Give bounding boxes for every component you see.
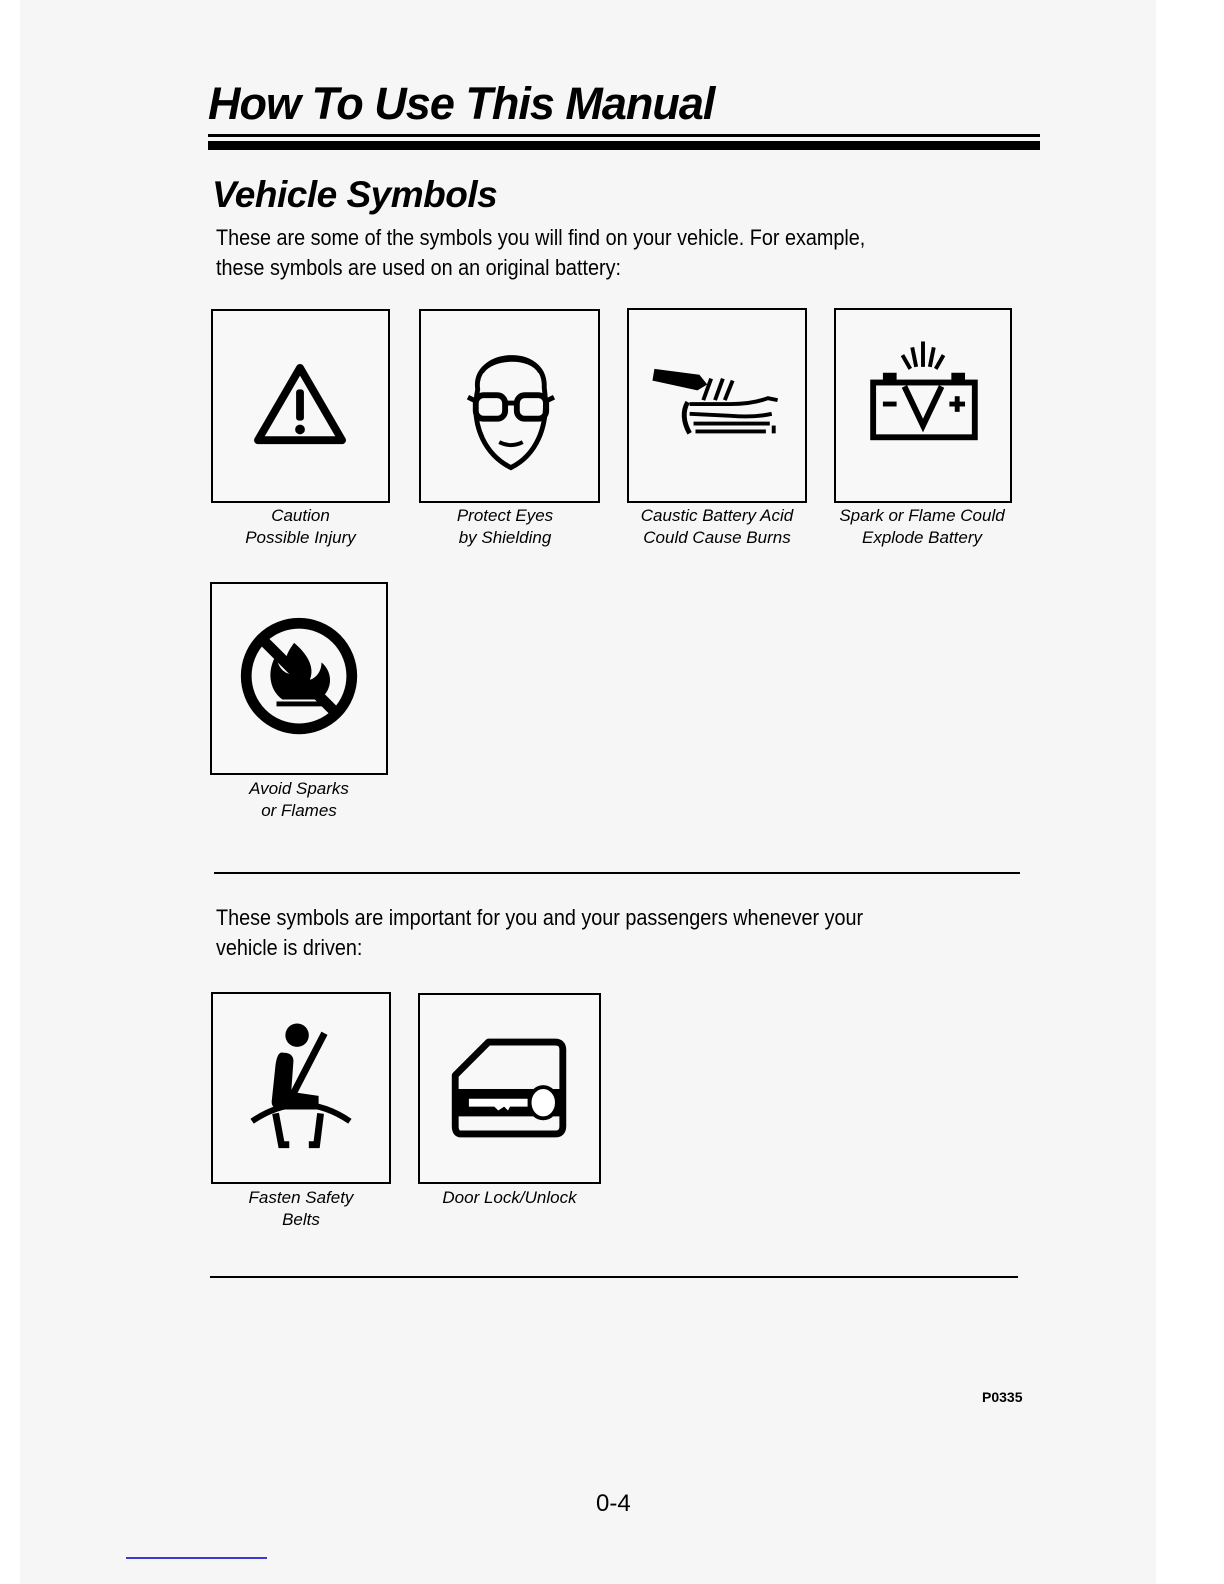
caption-no-flame-line-2: or Flames: [261, 801, 337, 820]
caption-protect-eyes-line-2: by Shielding: [458, 528, 552, 547]
caption-caution: [211, 505, 390, 549]
driving-intro-line-1: These symbols are important for you and your passengers whenever your: [216, 905, 864, 930]
caption-caustic-acid: [620, 505, 814, 549]
footer-link-rule: [126, 1557, 267, 1559]
section-divider-2: [210, 1276, 1018, 1278]
symbol-box-battery-explosion: [834, 308, 1012, 503]
caption-protect-eyes: [419, 505, 591, 549]
symbol-box-caustic-acid: [627, 308, 807, 503]
caption-caution-line-1: Caution: [271, 506, 330, 525]
caption-door-lock-line-1: Door Lock/Unlock: [442, 1188, 577, 1207]
battery-intro: [216, 223, 865, 283]
section-title: Vehicle Symbols: [212, 174, 498, 215]
caption-no-flame: [210, 778, 388, 822]
driving-intro: [216, 903, 863, 963]
seat-belt-icon: [213, 994, 389, 1182]
battery-explosion-icon: [836, 310, 1010, 501]
caption-seat-belt-line-2: Belts: [282, 1210, 320, 1229]
warning-triangle-icon: [213, 311, 388, 501]
caption-battery-explosion: [826, 505, 1018, 549]
symbol-box-seat-belt: [211, 992, 391, 1184]
caption-no-flame-line-1: Avoid Sparks: [249, 779, 349, 798]
caption-protect-eyes-line-1: Protect Eyes: [456, 506, 554, 525]
page-title: How To Use This Manual: [208, 78, 715, 129]
caption-door-lock: [418, 1187, 601, 1209]
symbol-box-door-lock: [418, 993, 601, 1184]
symbol-box-no-flame: [210, 582, 388, 775]
battery-intro-line-2: these symbols are used on an original battery:: [216, 255, 622, 280]
caption-caustic-acid-line-1: Caustic Battery Acid: [640, 506, 794, 525]
symbol-box-protect-eyes: [419, 309, 600, 503]
caption-battery-explosion-line-1: Spark or Flame Could: [839, 506, 1005, 525]
page-number: 0-4: [596, 1490, 631, 1517]
driving-intro-line-2: vehicle is driven:: [216, 935, 363, 960]
title-rule-thin: [208, 134, 1040, 137]
eye-protection-icon: [421, 311, 598, 501]
door-lock-icon: [420, 995, 599, 1182]
no-flame-icon: [212, 584, 386, 773]
caption-battery-explosion-line-2: Explode Battery: [861, 528, 982, 547]
caption-seat-belt-line-1: Fasten Safety: [248, 1188, 354, 1207]
caption-seat-belt: [211, 1187, 391, 1231]
battery-intro-line-1: These are some of the symbols you will find on your vehicle. For example,: [216, 225, 866, 250]
title-rule-thick: [208, 141, 1040, 150]
caption-caution-line-2: Possible Injury: [245, 528, 356, 547]
acid-burn-icon: [629, 310, 805, 501]
section-divider-1: [214, 872, 1020, 874]
reference-code: P0335: [982, 1389, 1023, 1405]
caption-caustic-acid-line-2: Could Cause Burns: [643, 528, 791, 547]
symbol-box-caution: [211, 309, 390, 503]
